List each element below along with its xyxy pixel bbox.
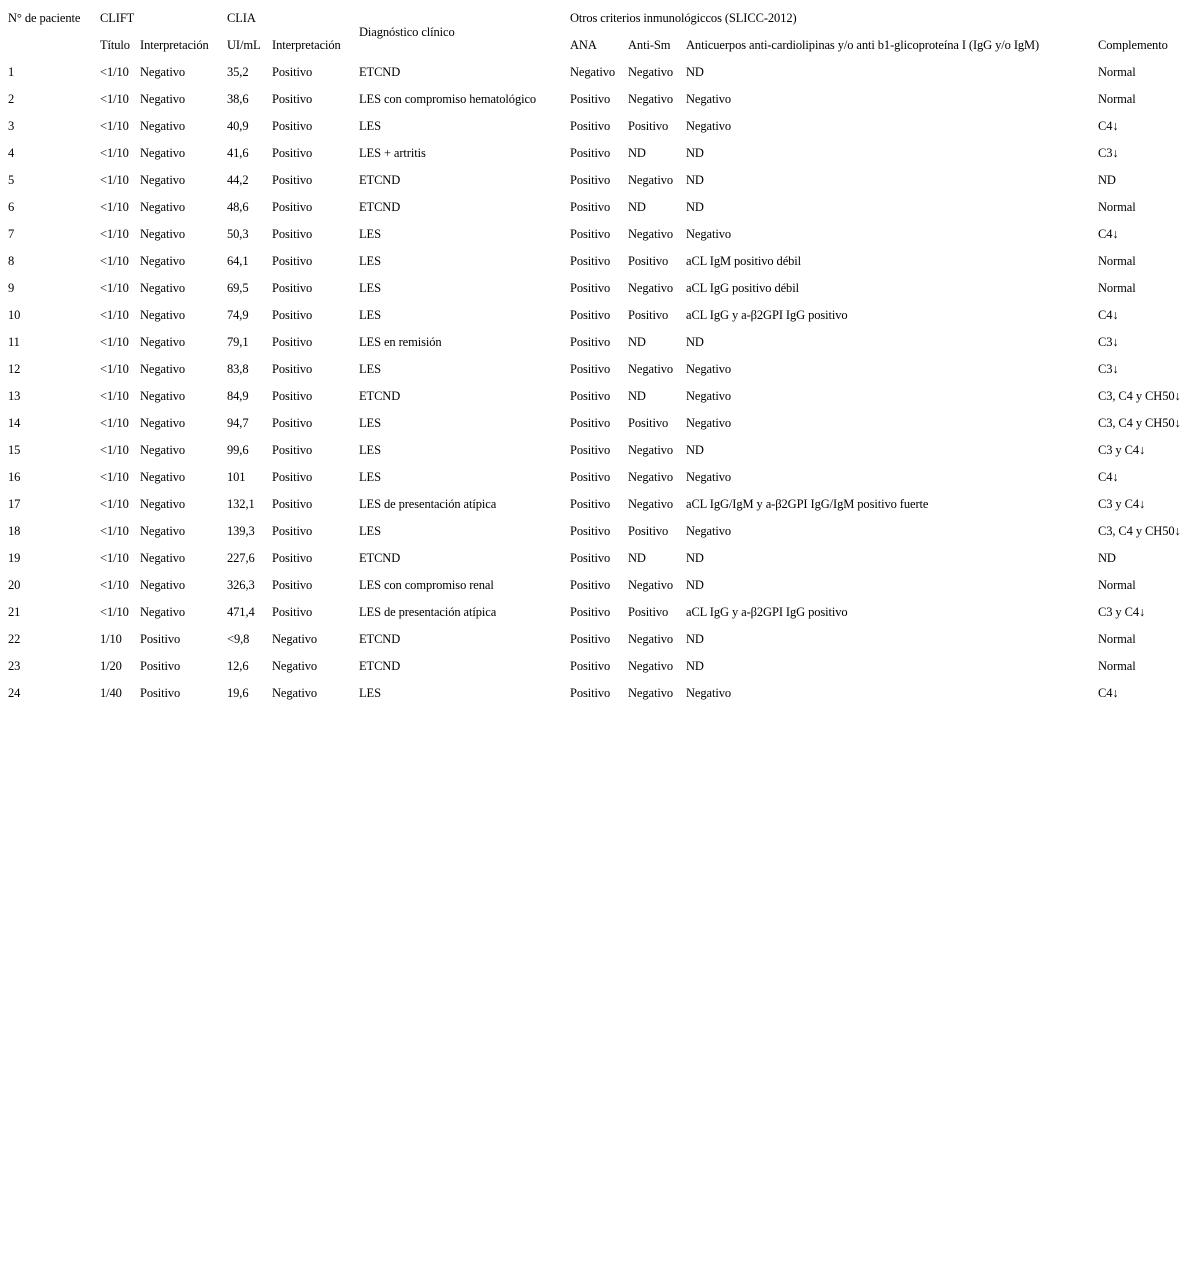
cell-ana: Positivo — [570, 578, 611, 592]
cell-clift-titulo: <1/10 — [100, 335, 129, 349]
cell-complemento: C4↓ — [1098, 686, 1119, 700]
table-row — [4, 410, 1194, 437]
cell-patient-no: 23 — [8, 659, 21, 673]
cell-clia-uiml: 84,9 — [227, 389, 249, 403]
cell-diagnosis: ETCND — [359, 551, 401, 565]
cell-ana: Positivo — [570, 92, 611, 106]
table-row — [4, 518, 1194, 545]
table-row — [4, 653, 1194, 680]
cell-clift-titulo: 1/20 — [100, 659, 122, 673]
cell-clia-interpretation: Positivo — [272, 92, 313, 106]
cell-complemento: Normal — [1098, 632, 1136, 646]
cell-clia-interpretation: Positivo — [272, 173, 313, 187]
cell-patient-no: 16 — [8, 470, 21, 484]
cell-acl: ND — [686, 659, 704, 673]
cell-anti-sm: ND — [628, 335, 646, 349]
cell-acl: aCL IgG y a-β2GPI IgG positivo — [686, 308, 848, 322]
table-row — [4, 383, 1194, 410]
cell-diagnosis: LES — [359, 119, 381, 133]
cell-diagnosis: LES — [359, 524, 381, 538]
cell-clia-interpretation: Positivo — [272, 362, 313, 376]
cell-clia-uiml: 48,6 — [227, 200, 249, 214]
cell-complemento: C3↓ — [1098, 146, 1119, 160]
cell-clift-interpretation: Negativo — [140, 119, 186, 133]
cell-clift-titulo: <1/10 — [100, 254, 129, 268]
cell-clia-interpretation: Negativo — [272, 659, 318, 673]
cell-patient-no: 13 — [8, 389, 21, 403]
cell-diagnosis: LES + artritis — [359, 146, 426, 160]
cell-diagnosis: LES — [359, 470, 381, 484]
cell-acl: Negativo — [686, 362, 732, 376]
cell-ana: Positivo — [570, 605, 611, 619]
cell-clift-interpretation: Negativo — [140, 362, 186, 376]
cell-clift-titulo: <1/10 — [100, 362, 129, 376]
cell-clia-uiml: 50,3 — [227, 227, 249, 241]
cell-diagnosis: LES — [359, 254, 381, 268]
header-acl: Anticuerpos anti-cardiolipinas y/o anti b1-glicoproteína I (IgG y/o IgM) — [686, 38, 1040, 52]
cell-diagnosis: ETCND — [359, 659, 401, 673]
table-row — [4, 545, 1194, 572]
cell-anti-sm: Negativo — [628, 173, 674, 187]
cell-complemento: C4↓ — [1098, 119, 1119, 133]
cell-clift-titulo: <1/10 — [100, 551, 129, 565]
header-anti-sm: Anti-Sm — [628, 38, 671, 52]
table-row — [4, 329, 1194, 356]
cell-anti-sm: Positivo — [628, 119, 669, 133]
cell-patient-no: 17 — [8, 497, 21, 511]
cell-clift-titulo: <1/10 — [100, 281, 129, 295]
cell-anti-sm: ND — [628, 200, 646, 214]
cell-clift-titulo: <1/10 — [100, 605, 129, 619]
cell-anti-sm: Negativo — [628, 686, 674, 700]
cell-clift-titulo: <1/10 — [100, 497, 129, 511]
cell-clift-interpretation: Negativo — [140, 335, 186, 349]
cell-clia-uiml: 99,6 — [227, 443, 249, 457]
header-clift: CLIFT — [100, 11, 135, 25]
cell-clift-interpretation: Negativo — [140, 65, 186, 79]
cell-ana: Positivo — [570, 254, 611, 268]
cell-acl: ND — [686, 551, 704, 565]
cell-complemento: C3↓ — [1098, 335, 1119, 349]
table-row — [4, 86, 1194, 113]
table-row — [4, 599, 1194, 626]
header-titulo: Título — [100, 38, 130, 52]
cell-acl: aCL IgM positivo débil — [686, 254, 802, 268]
table-row — [4, 167, 1194, 194]
cell-anti-sm: Positivo — [628, 524, 669, 538]
table-row — [4, 302, 1194, 329]
cell-anti-sm: Negativo — [628, 497, 674, 511]
cell-patient-no: 20 — [8, 578, 21, 592]
cell-clia-uiml: 35,2 — [227, 65, 249, 79]
cell-clia-interpretation: Positivo — [272, 416, 313, 430]
cell-clia-interpretation: Positivo — [272, 389, 313, 403]
cell-complemento: Normal — [1098, 92, 1136, 106]
cell-clift-interpretation: Negativo — [140, 524, 186, 538]
cell-clia-uiml: 94,7 — [227, 416, 249, 430]
cell-clift-titulo: <1/10 — [100, 92, 129, 106]
cell-clia-uiml: 132,1 — [227, 497, 255, 511]
cell-anti-sm: Negativo — [628, 92, 674, 106]
cell-clia-uiml: 12,6 — [227, 659, 249, 673]
cell-acl: Negativo — [686, 119, 732, 133]
cell-anti-sm: Positivo — [628, 605, 669, 619]
cell-ana: Positivo — [570, 416, 611, 430]
cell-clift-interpretation: Negativo — [140, 389, 186, 403]
header-clia: CLIA — [227, 11, 256, 25]
cell-patient-no: 8 — [8, 254, 15, 268]
cell-clift-interpretation: Negativo — [140, 146, 186, 160]
cell-patient-no: 19 — [8, 551, 21, 565]
cell-patient-no: 22 — [8, 632, 21, 646]
cell-clift-interpretation: Negativo — [140, 92, 186, 106]
cell-acl: ND — [686, 173, 704, 187]
cell-clia-interpretation: Positivo — [272, 578, 313, 592]
cell-complemento: C3, C4 y CH50↓ — [1098, 389, 1181, 403]
cell-clia-uiml: 139,3 — [227, 524, 255, 538]
cell-clia-uiml: <9,8 — [227, 632, 250, 646]
cell-anti-sm: Positivo — [628, 254, 669, 268]
cell-clift-interpretation: Negativo — [140, 416, 186, 430]
cell-anti-sm: Negativo — [628, 227, 674, 241]
cell-diagnosis: ETCND — [359, 389, 401, 403]
cell-anti-sm: Negativo — [628, 632, 674, 646]
cell-clia-interpretation: Positivo — [272, 227, 313, 241]
cell-acl: Negativo — [686, 92, 732, 106]
header-ana: ANA — [570, 38, 597, 52]
cell-patient-no: 2 — [8, 92, 15, 106]
cell-diagnosis: LES — [359, 227, 381, 241]
cell-acl: aCL IgG positivo débil — [686, 281, 799, 295]
cell-clift-titulo: <1/10 — [100, 416, 129, 430]
cell-ana: Positivo — [570, 659, 611, 673]
cell-patient-no: 6 — [8, 200, 15, 214]
table-row — [4, 248, 1194, 275]
cell-clift-titulo: <1/10 — [100, 470, 129, 484]
cell-anti-sm: ND — [628, 146, 646, 160]
cell-clift-interpretation: Positivo — [140, 686, 181, 700]
table-row — [4, 140, 1194, 167]
cell-clia-uiml: 227,6 — [227, 551, 255, 565]
cell-acl: Negativo — [686, 227, 732, 241]
patients-table — [4, 5, 1194, 707]
cell-complemento: C4↓ — [1098, 308, 1119, 322]
cell-clia-uiml: 101 — [227, 470, 246, 484]
cell-clia-uiml: 83,8 — [227, 362, 249, 376]
cell-clia-interpretation: Positivo — [272, 146, 313, 160]
cell-ana: Positivo — [570, 551, 611, 565]
cell-complemento: C4↓ — [1098, 227, 1119, 241]
cell-complemento: C3, C4 y CH50↓ — [1098, 524, 1181, 538]
cell-complemento: C3 y C4↓ — [1098, 605, 1146, 619]
cell-clift-interpretation: Negativo — [140, 173, 186, 187]
cell-ana: Negativo — [570, 65, 616, 79]
cell-anti-sm: Negativo — [628, 362, 674, 376]
header-clia-interpretation: Interpretación — [272, 38, 341, 52]
cell-clift-titulo: <1/10 — [100, 524, 129, 538]
header-patient-no: N° de paciente — [8, 11, 81, 25]
cell-clift-interpretation: Negativo — [140, 551, 186, 565]
header-complemento: Complemento — [1098, 38, 1168, 52]
header-row-2 — [4, 32, 1194, 59]
cell-clift-titulo: <1/10 — [100, 308, 129, 322]
cell-ana: Positivo — [570, 119, 611, 133]
cell-diagnosis: LES — [359, 281, 381, 295]
cell-patient-no: 4 — [8, 146, 15, 160]
cell-acl: ND — [686, 443, 704, 457]
cell-diagnosis: LES — [359, 686, 381, 700]
cell-anti-sm: Negativo — [628, 578, 674, 592]
cell-ana: Positivo — [570, 497, 611, 511]
cell-clia-uiml: 40,9 — [227, 119, 249, 133]
cell-acl: Negativo — [686, 470, 732, 484]
cell-clia-uiml: 38,6 — [227, 92, 249, 106]
cell-diagnosis: LES con compromiso hematológico — [359, 92, 537, 106]
cell-clift-interpretation: Positivo — [140, 632, 181, 646]
cell-patient-no: 10 — [8, 308, 21, 322]
cell-patient-no: 9 — [8, 281, 15, 295]
cell-complemento: Normal — [1098, 659, 1136, 673]
cell-ana: Positivo — [570, 470, 611, 484]
cell-clift-interpretation: Negativo — [140, 200, 186, 214]
cell-diagnosis: LES — [359, 443, 381, 457]
cell-clift-interpretation: Negativo — [140, 308, 186, 322]
cell-patient-no: 12 — [8, 362, 21, 376]
cell-ana: Positivo — [570, 227, 611, 241]
cell-clift-titulo: 1/40 — [100, 686, 122, 700]
cell-anti-sm: ND — [628, 389, 646, 403]
cell-complemento: C3 y C4↓ — [1098, 497, 1146, 511]
cell-patient-no: 15 — [8, 443, 21, 457]
cell-acl: ND — [686, 200, 704, 214]
cell-complemento: C3 y C4↓ — [1098, 443, 1146, 457]
cell-ana: Positivo — [570, 389, 611, 403]
cell-anti-sm: Negativo — [628, 65, 674, 79]
cell-clift-interpretation: Negativo — [140, 578, 186, 592]
cell-complemento: Normal — [1098, 65, 1136, 79]
cell-clia-interpretation: Positivo — [272, 281, 313, 295]
cell-ana: Positivo — [570, 686, 611, 700]
cell-ana: Positivo — [570, 632, 611, 646]
cell-clift-titulo: <1/10 — [100, 200, 129, 214]
cell-ana: Positivo — [570, 281, 611, 295]
table-row — [4, 626, 1194, 653]
table-row — [4, 113, 1194, 140]
table-row — [4, 194, 1194, 221]
cell-acl: ND — [686, 146, 704, 160]
cell-complemento: C4↓ — [1098, 470, 1119, 484]
cell-clift-interpretation: Negativo — [140, 470, 186, 484]
table-row — [4, 437, 1194, 464]
cell-complemento: C3↓ — [1098, 362, 1119, 376]
cell-diagnosis: ETCND — [359, 200, 401, 214]
header-clift-interpretation: Interpretación — [140, 38, 209, 52]
cell-clia-interpretation: Positivo — [272, 605, 313, 619]
table-row — [4, 221, 1194, 248]
cell-clia-uiml: 44,2 — [227, 173, 249, 187]
table-row — [4, 464, 1194, 491]
cell-complemento: C3, C4 y CH50↓ — [1098, 416, 1181, 430]
cell-patient-no: 24 — [8, 686, 21, 700]
cell-ana: Positivo — [570, 308, 611, 322]
cell-anti-sm: Negativo — [628, 659, 674, 673]
header-empty — [4, 32, 96, 59]
table-body — [4, 59, 1194, 707]
cell-clia-interpretation: Positivo — [272, 308, 313, 322]
cell-acl: aCL IgG/IgM y a-β2GPI IgG/IgM positivo fuerte — [686, 497, 929, 511]
cell-ana: Positivo — [570, 335, 611, 349]
cell-complemento: ND — [1098, 551, 1116, 565]
cell-complemento: Normal — [1098, 578, 1136, 592]
cell-clift-titulo: 1/10 — [100, 632, 122, 646]
cell-acl: ND — [686, 65, 704, 79]
header-diagnosis: Diagnóstico clínico — [359, 24, 455, 39]
cell-ana: Positivo — [570, 362, 611, 376]
cell-complemento: Normal — [1098, 254, 1136, 268]
cell-clift-titulo: <1/10 — [100, 443, 129, 457]
cell-clia-uiml: 74,9 — [227, 308, 249, 322]
cell-anti-sm: Negativo — [628, 470, 674, 484]
cell-clift-titulo: <1/10 — [100, 389, 129, 403]
cell-patient-no: 11 — [8, 335, 20, 349]
cell-diagnosis: LES con compromiso renal — [359, 578, 494, 592]
cell-ana: Positivo — [570, 173, 611, 187]
cell-clift-interpretation: Negativo — [140, 443, 186, 457]
cell-complemento: ND — [1098, 173, 1116, 187]
cell-anti-sm: Negativo — [628, 443, 674, 457]
cell-diagnosis: LES de presentación atípica — [359, 605, 497, 619]
cell-clia-interpretation: Positivo — [272, 524, 313, 538]
cell-ana: Positivo — [570, 146, 611, 160]
cell-acl: Negativo — [686, 524, 732, 538]
cell-clia-interpretation: Positivo — [272, 470, 313, 484]
cell-acl: Negativo — [686, 416, 732, 430]
cell-clift-titulo: <1/10 — [100, 227, 129, 241]
cell-acl: ND — [686, 632, 704, 646]
cell-clift-interpretation: Negativo — [140, 281, 186, 295]
cell-clia-interpretation: Positivo — [272, 200, 313, 214]
header-uiml: UI/mL — [227, 38, 261, 52]
cell-patient-no: 14 — [8, 416, 21, 430]
cell-clift-interpretation: Negativo — [140, 497, 186, 511]
cell-clift-interpretation: Negativo — [140, 605, 186, 619]
cell-diagnosis: ETCND — [359, 173, 401, 187]
cell-clift-interpretation: Negativo — [140, 254, 186, 268]
cell-clift-interpretation: Positivo — [140, 659, 181, 673]
cell-acl: Negativo — [686, 686, 732, 700]
cell-clia-interpretation: Positivo — [272, 65, 313, 79]
cell-diagnosis: LES — [359, 308, 381, 322]
cell-anti-sm: Positivo — [628, 416, 669, 430]
cell-patient-no: 7 — [8, 227, 15, 241]
table-header — [4, 5, 1194, 59]
cell-clia-interpretation: Positivo — [272, 254, 313, 268]
cell-complemento: Normal — [1098, 200, 1136, 214]
cell-acl: Negativo — [686, 389, 732, 403]
cell-clift-interpretation: Negativo — [140, 227, 186, 241]
cell-clia-uiml: 64,1 — [227, 254, 249, 268]
cell-anti-sm: Positivo — [628, 308, 669, 322]
cell-anti-sm: Negativo — [628, 281, 674, 295]
cell-patient-no: 18 — [8, 524, 21, 538]
cell-clift-titulo: <1/10 — [100, 65, 129, 79]
cell-clia-interpretation: Negativo — [272, 632, 318, 646]
cell-clia-interpretation: Positivo — [272, 119, 313, 133]
cell-diagnosis: LES — [359, 416, 381, 430]
cell-clia-interpretation: Positivo — [272, 443, 313, 457]
cell-patient-no: 5 — [8, 173, 15, 187]
cell-clift-titulo: <1/10 — [100, 578, 129, 592]
cell-clia-uiml: 69,5 — [227, 281, 249, 295]
table-row — [4, 356, 1194, 383]
cell-diagnosis: ETCND — [359, 632, 401, 646]
cell-acl: aCL IgG y a-β2GPI IgG positivo — [686, 605, 848, 619]
table-row — [4, 275, 1194, 302]
table-row — [4, 572, 1194, 599]
table-row — [4, 680, 1194, 707]
cell-acl: ND — [686, 335, 704, 349]
header-row-1 — [4, 5, 1194, 32]
cell-clift-titulo: <1/10 — [100, 173, 129, 187]
cell-clia-interpretation: Negativo — [272, 686, 318, 700]
cell-ana: Positivo — [570, 524, 611, 538]
cell-clia-uiml: 326,3 — [227, 578, 255, 592]
cell-ana: Positivo — [570, 200, 611, 214]
cell-clift-titulo: <1/10 — [100, 146, 129, 160]
cell-acl: ND — [686, 578, 704, 592]
cell-diagnosis: ETCND — [359, 65, 401, 79]
cell-diagnosis: LES en remisión — [359, 335, 442, 349]
cell-clia-uiml: 19,6 — [227, 686, 249, 700]
header-other-criteria: Otros criterios inmunológiccos (SLICC-2012) — [570, 11, 797, 25]
cell-clia-interpretation: Positivo — [272, 497, 313, 511]
cell-complemento: Normal — [1098, 281, 1136, 295]
cell-clift-titulo: <1/10 — [100, 119, 129, 133]
cell-diagnosis: LES de presentación atípica — [359, 497, 497, 511]
table-row — [4, 491, 1194, 518]
table-row — [4, 59, 1194, 86]
cell-patient-no: 1 — [8, 65, 15, 79]
cell-clia-uiml: 471,4 — [227, 605, 255, 619]
cell-diagnosis: LES — [359, 362, 381, 376]
cell-anti-sm: ND — [628, 551, 646, 565]
cell-clia-interpretation: Positivo — [272, 335, 313, 349]
cell-clia-uiml: 79,1 — [227, 335, 249, 349]
cell-patient-no: 3 — [8, 119, 15, 133]
cell-clia-interpretation: Positivo — [272, 551, 313, 565]
cell-ana: Positivo — [570, 443, 611, 457]
cell-patient-no: 21 — [8, 605, 21, 619]
cell-clia-uiml: 41,6 — [227, 146, 249, 160]
